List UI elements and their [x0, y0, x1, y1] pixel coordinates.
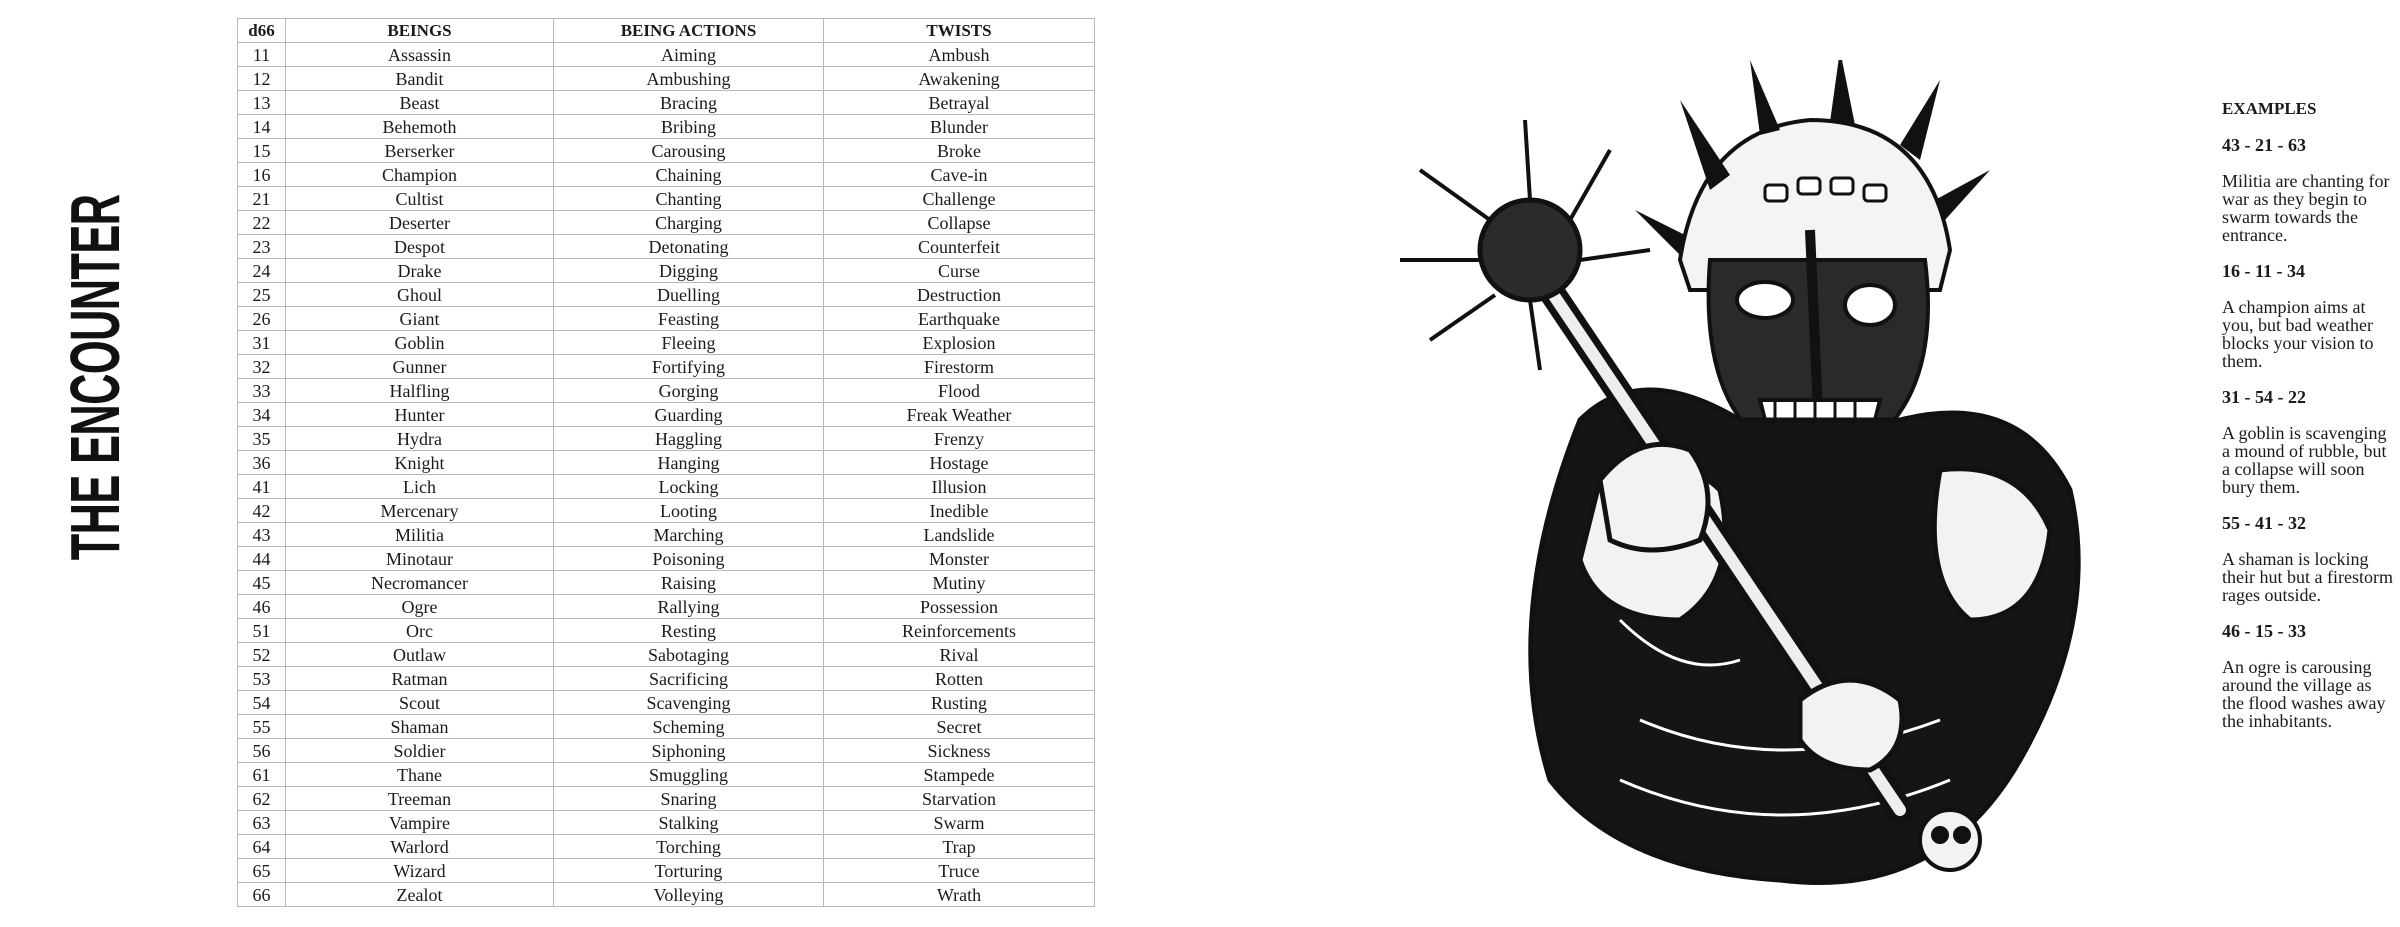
- cell-action: Chanting: [554, 187, 824, 211]
- cell-action: Sacrificing: [554, 667, 824, 691]
- cell-roll: 44: [238, 547, 286, 571]
- cell-being: Mercenary: [286, 499, 554, 523]
- table-row: [238, 499, 1095, 523]
- cell-being: Necromancer: [286, 571, 554, 595]
- cell-action: Siphoning: [554, 739, 824, 763]
- cell-being: Hydra: [286, 427, 554, 451]
- cell-being: Minotaur: [286, 547, 554, 571]
- cell-being: Ghoul: [286, 283, 554, 307]
- cell-roll: 35: [238, 427, 286, 451]
- cell-action: Fleeing: [554, 331, 824, 355]
- table-row: [238, 403, 1095, 427]
- page-title: THE ENCOUNTER: [56, 194, 134, 561]
- cell-action: Detonating: [554, 235, 824, 259]
- table-row: [238, 715, 1095, 739]
- cell-roll: 52: [238, 643, 286, 667]
- cell-roll: 12: [238, 67, 286, 91]
- table-row: [238, 163, 1095, 187]
- example-text: An ogre is carousing around the village as the flood washes away the inhabitants.: [2222, 657, 2386, 731]
- table-row: [238, 619, 1095, 643]
- cell-action: Sabotaging: [554, 643, 824, 667]
- table-row: [238, 835, 1095, 859]
- cell-roll: 15: [238, 139, 286, 163]
- cell-twist: Secret: [824, 715, 1095, 739]
- cell-being: Drake: [286, 259, 554, 283]
- cell-twist: Illusion: [824, 475, 1095, 499]
- example-roll-code: 55 - 41 - 32: [2222, 513, 2306, 533]
- cell-twist: Counterfeit: [824, 235, 1095, 259]
- cell-roll: 56: [238, 739, 286, 763]
- cell-twist: Wrath: [824, 883, 1095, 907]
- encounter-table: [237, 18, 1095, 907]
- table-row: [238, 139, 1095, 163]
- cell-action: Torching: [554, 835, 824, 859]
- table-row: [238, 187, 1095, 211]
- cell-twist: Swarm: [824, 811, 1095, 835]
- cell-roll: 11: [238, 43, 286, 67]
- examples-heading: EXAMPLES: [2222, 99, 2317, 118]
- cell-being: Hunter: [286, 403, 554, 427]
- cell-twist: Reinforcements: [824, 619, 1095, 643]
- cell-roll: 34: [238, 403, 286, 427]
- table-row: [238, 739, 1095, 763]
- cell-twist: Possession: [824, 595, 1095, 619]
- cell-roll: 54: [238, 691, 286, 715]
- cell-being: Deserter: [286, 211, 554, 235]
- cell-twist: Curse: [824, 259, 1095, 283]
- cell-action: Looting: [554, 499, 824, 523]
- cell-roll: 45: [238, 571, 286, 595]
- cell-action: Poisoning: [554, 547, 824, 571]
- cell-roll: 13: [238, 91, 286, 115]
- cell-action: Fortifying: [554, 355, 824, 379]
- cell-being: Militia: [286, 523, 554, 547]
- cell-roll: 42: [238, 499, 286, 523]
- cell-twist: Betrayal: [824, 91, 1095, 115]
- cell-action: Aiming: [554, 43, 824, 67]
- cell-being: Zealot: [286, 883, 554, 907]
- cell-roll: 51: [238, 619, 286, 643]
- table-row: [238, 691, 1095, 715]
- cell-being: Treeman: [286, 787, 554, 811]
- example-text: A champion aims at you, but bad weather blocks your vision to them.: [2222, 297, 2374, 371]
- cell-action: Haggling: [554, 427, 824, 451]
- table-row: [238, 331, 1095, 355]
- cell-action: Digging: [554, 259, 824, 283]
- cell-being: Cultist: [286, 187, 554, 211]
- cell-twist: Truce: [824, 859, 1095, 883]
- table-body: [238, 43, 1095, 907]
- example-roll-code: 31 - 54 - 22: [2222, 387, 2306, 407]
- header-d66: d66: [238, 19, 286, 43]
- cell-action: Charging: [554, 211, 824, 235]
- cell-roll: 65: [238, 859, 286, 883]
- cell-action: Bribing: [554, 115, 824, 139]
- cell-roll: 21: [238, 187, 286, 211]
- cell-action: Resting: [554, 619, 824, 643]
- table-row: [238, 571, 1095, 595]
- cell-roll: 25: [238, 283, 286, 307]
- cell-twist: Frenzy: [824, 427, 1095, 451]
- cell-action: Chaining: [554, 163, 824, 187]
- cell-being: Bandit: [286, 67, 554, 91]
- warrior-illustration: [1380, 60, 2140, 900]
- table-row: [238, 355, 1095, 379]
- cell-twist: Rusting: [824, 691, 1095, 715]
- example-text: Militia are chanting for war as they begin to swarm towards the entrance.: [2222, 171, 2390, 245]
- cell-being: Gunner: [286, 355, 554, 379]
- table-row: [238, 427, 1095, 451]
- table-row: [238, 859, 1095, 883]
- cell-action: Hanging: [554, 451, 824, 475]
- cell-being: Vampire: [286, 811, 554, 835]
- cell-being: Ogre: [286, 595, 554, 619]
- examples-panel: [2222, 100, 2397, 748]
- cell-action: Locking: [554, 475, 824, 499]
- cell-roll: 41: [238, 475, 286, 499]
- cell-action: Scheming: [554, 715, 824, 739]
- cell-twist: Cave-in: [824, 163, 1095, 187]
- cell-twist: Ambush: [824, 43, 1095, 67]
- cell-action: Stalking: [554, 811, 824, 835]
- cell-action: Feasting: [554, 307, 824, 331]
- cell-twist: Explosion: [824, 331, 1095, 355]
- cell-action: Bracing: [554, 91, 824, 115]
- header-being-actions: BEING ACTIONS: [554, 19, 824, 43]
- cell-being: Soldier: [286, 739, 554, 763]
- cell-being: Goblin: [286, 331, 554, 355]
- cell-twist: Firestorm: [824, 355, 1095, 379]
- cell-roll: 16: [238, 163, 286, 187]
- table-row: [238, 643, 1095, 667]
- cell-action: Gorging: [554, 379, 824, 403]
- cell-being: Warlord: [286, 835, 554, 859]
- table-row: [238, 523, 1095, 547]
- cell-action: Smuggling: [554, 763, 824, 787]
- cell-roll: 26: [238, 307, 286, 331]
- cell-roll: 24: [238, 259, 286, 283]
- cell-twist: Destruction: [824, 283, 1095, 307]
- cell-action: Duelling: [554, 283, 824, 307]
- table-row: [238, 475, 1095, 499]
- cell-being: Outlaw: [286, 643, 554, 667]
- examples-list: [2222, 136, 2397, 730]
- cell-being: Orc: [286, 619, 554, 643]
- cell-roll: 64: [238, 835, 286, 859]
- cell-being: Giant: [286, 307, 554, 331]
- cell-roll: 23: [238, 235, 286, 259]
- table-row: [238, 811, 1095, 835]
- table-row: [238, 115, 1095, 139]
- cell-being: Wizard: [286, 859, 554, 883]
- cell-being: Ratman: [286, 667, 554, 691]
- table-row: [238, 235, 1095, 259]
- cell-twist: Stampede: [824, 763, 1095, 787]
- table-row: [238, 451, 1095, 475]
- example-roll-code: 46 - 15 - 33: [2222, 621, 2306, 641]
- header-beings: BEINGS: [286, 19, 554, 43]
- cell-action: Snaring: [554, 787, 824, 811]
- cell-roll: 33: [238, 379, 286, 403]
- table-row: [238, 787, 1095, 811]
- cell-roll: 36: [238, 451, 286, 475]
- cell-being: Champion: [286, 163, 554, 187]
- table-row: [238, 883, 1095, 907]
- cell-action: Rallying: [554, 595, 824, 619]
- table-row: [238, 283, 1095, 307]
- cell-action: Scavenging: [554, 691, 824, 715]
- cell-action: Raising: [554, 571, 824, 595]
- cell-twist: Rival: [824, 643, 1095, 667]
- cell-twist: Monster: [824, 547, 1095, 571]
- cell-twist: Hostage: [824, 451, 1095, 475]
- cell-twist: Earthquake: [824, 307, 1095, 331]
- table-row: [238, 43, 1095, 67]
- cell-action: Torturing: [554, 859, 824, 883]
- cell-being: Knight: [286, 451, 554, 475]
- cell-twist: Collapse: [824, 211, 1095, 235]
- cell-twist: Trap: [824, 835, 1095, 859]
- cell-roll: 14: [238, 115, 286, 139]
- cell-twist: Challenge: [824, 187, 1095, 211]
- example-text: A goblin is scavenging a mound of rubble, but a collapse will soon bury them.: [2222, 423, 2387, 497]
- cell-roll: 22: [238, 211, 286, 235]
- cell-twist: Inedible: [824, 499, 1095, 523]
- cell-twist: Awakening: [824, 67, 1095, 91]
- cell-twist: Sickness: [824, 739, 1095, 763]
- cell-being: Despot: [286, 235, 554, 259]
- example-text: A shaman is locking their hut but a firestorm rages outside.: [2222, 549, 2393, 605]
- table-row: [238, 763, 1095, 787]
- cell-being: Halfling: [286, 379, 554, 403]
- table-row: [238, 547, 1095, 571]
- example-roll-code: 43 - 21 - 63: [2222, 135, 2306, 155]
- cell-roll: 61: [238, 763, 286, 787]
- skull-ornament: [1920, 810, 1980, 870]
- cell-being: Lich: [286, 475, 554, 499]
- cell-twist: Landslide: [824, 523, 1095, 547]
- cell-twist: Starvation: [824, 787, 1095, 811]
- cell-roll: 66: [238, 883, 286, 907]
- cell-roll: 43: [238, 523, 286, 547]
- cell-action: Marching: [554, 523, 824, 547]
- cell-twist: Rotten: [824, 667, 1095, 691]
- cell-being: Scout: [286, 691, 554, 715]
- cell-twist: Blunder: [824, 115, 1095, 139]
- cell-being: Shaman: [286, 715, 554, 739]
- table-row: [238, 67, 1095, 91]
- cell-being: Assassin: [286, 43, 554, 67]
- table-header-row: [238, 19, 1095, 43]
- table-row: [238, 307, 1095, 331]
- cell-being: Thane: [286, 763, 554, 787]
- cell-being: Beast: [286, 91, 554, 115]
- cell-roll: 53: [238, 667, 286, 691]
- example-roll-code: 16 - 11 - 34: [2222, 261, 2305, 281]
- cell-roll: 32: [238, 355, 286, 379]
- cell-roll: 46: [238, 595, 286, 619]
- cell-action: Volleying: [554, 883, 824, 907]
- table-row: [238, 595, 1095, 619]
- cell-twist: Flood: [824, 379, 1095, 403]
- cell-roll: 62: [238, 787, 286, 811]
- cell-action: Guarding: [554, 403, 824, 427]
- table-row: [238, 91, 1095, 115]
- header-twists: TWISTS: [824, 19, 1095, 43]
- cell-roll: 55: [238, 715, 286, 739]
- cell-action: Carousing: [554, 139, 824, 163]
- table-row: [238, 667, 1095, 691]
- table-row: [238, 211, 1095, 235]
- cell-roll: 31: [238, 331, 286, 355]
- cell-being: Behemoth: [286, 115, 554, 139]
- table-row: [238, 259, 1095, 283]
- cell-twist: Freak Weather: [824, 403, 1095, 427]
- cell-action: Ambushing: [554, 67, 824, 91]
- cell-being: Berserker: [286, 139, 554, 163]
- table-row: [238, 379, 1095, 403]
- cell-twist: Broke: [824, 139, 1095, 163]
- cell-roll: 63: [238, 811, 286, 835]
- cell-twist: Mutiny: [824, 571, 1095, 595]
